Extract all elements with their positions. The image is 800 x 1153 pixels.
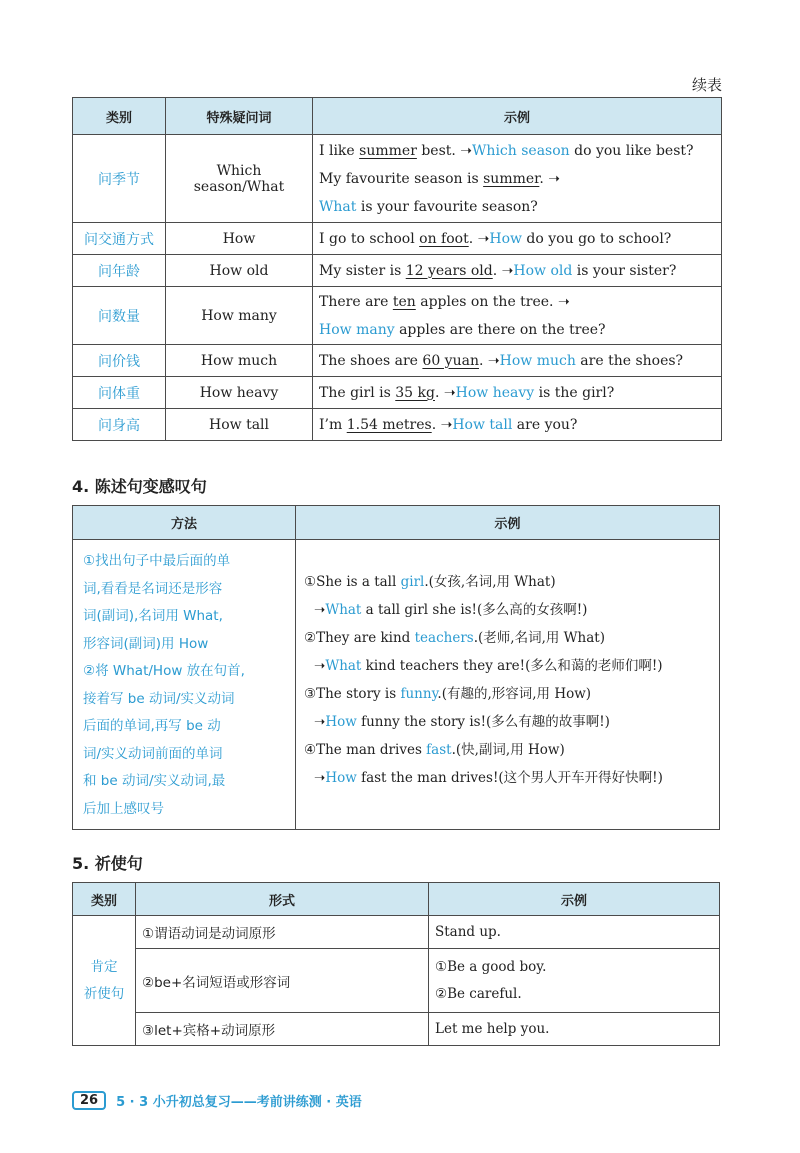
row-question-word: How tall [166,409,313,441]
row-form: ③let+宾格+动词原形 [136,1013,429,1046]
table-row [73,377,722,409]
row-category: 问体重 [73,377,166,409]
table-row [73,949,720,1013]
example-result: ➝How funny the story is!(多么有趣的故事啊!) [314,714,610,730]
row-form: ①谓语动词是动词原形 [136,916,429,949]
method-line: 形容词(副词)用 How [83,635,209,652]
page-number: 26 [72,1091,106,1110]
row-example: ①Be a good boy. ②Be careful. [429,949,720,1013]
col-header-example: 示例 [313,98,722,135]
example-sentence: ②They are kind teachers.(老师,名词,用 What) [304,630,605,646]
table-row [73,916,720,949]
example-sentence: ①She is a tall girl.(女孩,名词,用 What) [304,574,556,590]
table-row [73,255,722,287]
page-footer [72,1088,362,1112]
row-example: The girl is 35 kg. ➝How heavy is the girl? [313,377,722,409]
method-line: 词,看看是名词还是形容 [83,580,223,597]
imperative-table [72,882,720,1046]
row-example: There are ten apples on the tree. ➝ How many apples are there on the tree? [313,287,722,345]
row-question-word: How old [166,255,313,287]
method-line: 后面的单词,再写 be 动 [83,718,221,734]
table-row [73,345,722,377]
example-sentence: ④The man drives fast.(快,副词,用 How) [304,742,565,758]
example-result: ➝What kind teachers they are!(多么和蔼的老师们啊!) [314,658,663,674]
row-example: Stand up. [429,916,720,949]
row-category: 问交通方式 [73,223,166,255]
example-result: ➝How fast the man drives!(这个男人开车开得好快啊!) [314,770,663,786]
method-line: 后加上感叹号 [83,800,164,817]
example-result: ➝What a tall girl she is!(多么高的女孩啊!) [314,602,588,618]
row-question-word: Which season/What [166,135,313,223]
table-row [73,540,720,830]
col-header-form: 形式 [136,883,429,916]
book-title: 5 · 3 小升初总复习——考前讲练测 · 英语 [116,1094,362,1110]
row-question-word: How many [166,287,313,345]
col-header-method: 方法 [73,506,296,540]
col-header-example: 示例 [429,883,720,916]
row-example: I go to school on foot. ➝How do you go to school? [313,223,722,255]
table-header-row [73,883,720,916]
table-row [73,223,722,255]
method-line: 和 be 动词/实义动词,最 [83,773,226,789]
col-header-category: 类别 [73,883,136,916]
continued-label: 续表 [691,76,722,94]
method-line: 词(副词),名词用 What, [83,608,223,624]
col-header-question-word: 特殊疑问词 [166,98,313,135]
table-header-row [73,98,722,135]
row-category: 问身高 [73,409,166,441]
exclamation-table [72,505,720,830]
table-row [73,409,722,441]
row-category: 肯定 祈使句 [73,916,136,1046]
row-example: I like summer best. ➝Which season do you like best? My favourite season is summer. ➝ What is your favourite season? [313,135,722,223]
method-line: ①找出句子中最后面的单 [83,553,231,569]
col-header-example: 示例 [296,506,720,540]
method-line: ②将 What/How 放在句首, [83,663,245,679]
row-question-word: How heavy [166,377,313,409]
table-row [73,135,722,223]
table-row [73,1013,720,1046]
section-4-heading: 4. 陈述句变感叹句 [72,477,207,496]
row-question-word: How [166,223,313,255]
row-question-word: How much [166,345,313,377]
section-5-heading: 5. 祈使句 [72,854,143,873]
row-example: I’m 1.54 metres. ➝How tall are you? [313,409,722,441]
row-example: My sister is 12 years old. ➝How old is your sister? [313,255,722,287]
method-cell [73,540,296,830]
example-sentence: ③The story is funny.(有趣的,形容词,用 How) [304,686,592,702]
examples-cell [296,540,720,830]
row-example: The shoes are 60 yuan. ➝How much are the shoes? [313,345,722,377]
row-form: ②be+名词短语或形容词 [136,949,429,1013]
question-word-table [72,97,722,441]
table-header-row [73,506,720,540]
method-line: 词/实义动词前面的单词 [83,745,223,762]
method-line: 接着写 be 动词/实义动词 [83,690,235,707]
col-header-category: 类别 [73,98,166,135]
row-category: 问价钱 [73,345,166,377]
row-category: 问季节 [73,135,166,223]
row-category: 问数量 [73,287,166,345]
table-row [73,287,722,345]
row-category: 问年龄 [73,255,166,287]
row-example: Let me help you. [429,1013,720,1046]
